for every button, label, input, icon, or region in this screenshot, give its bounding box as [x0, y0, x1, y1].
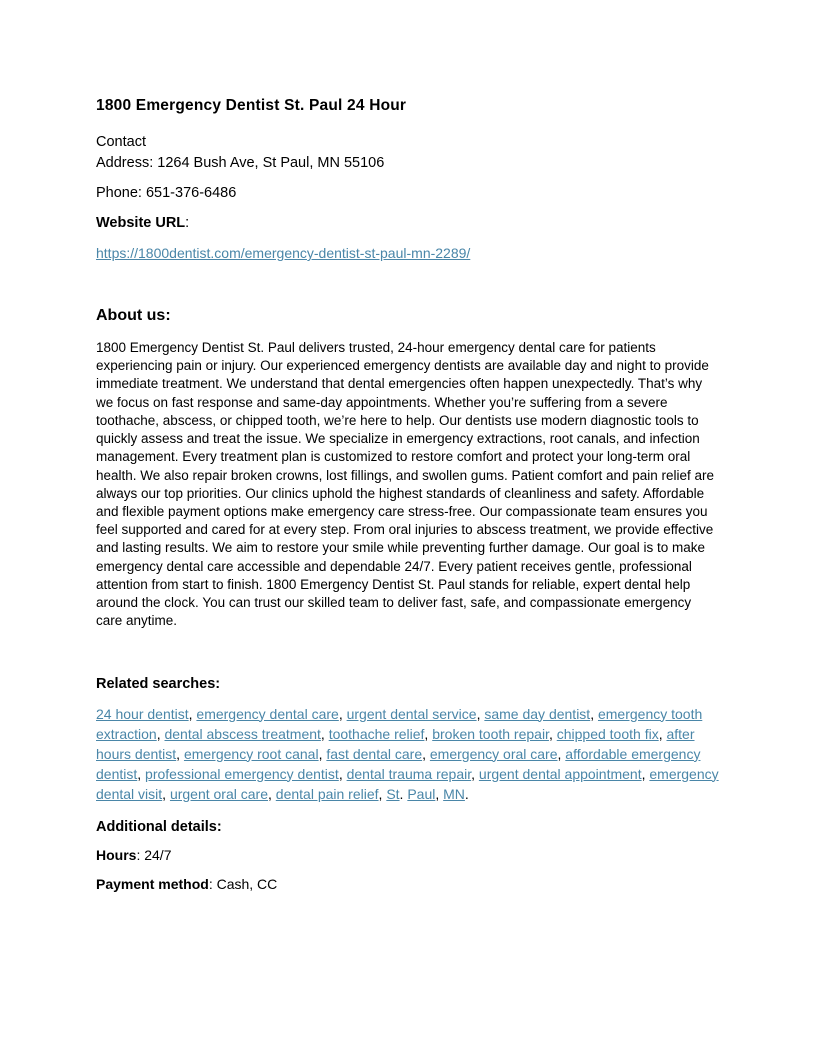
- related-search-link[interactable]: same day dentist: [484, 705, 591, 722]
- related-search-link[interactable]: dental pain relief: [275, 785, 379, 802]
- related-search-link[interactable]: fast dental care: [326, 745, 423, 762]
- related-search-link[interactable]: MN: [443, 785, 465, 802]
- link-separator: ,: [658, 725, 667, 742]
- related-searches-list: [96, 704, 720, 804]
- about-text: 1800 Emergency Dentist St. Paul delivers trusted, 24-hour emergency dental care for patients experiencing pain or injury. Our experienced emergency dentists are available day and night to provide immediate treatment. We understand that dental emergencies often happen unexpectedly. That’s why we focus on fast response and same-day appointments. Whether you’re suffering from a severe toothache, abscess, or chipped tooth, we’re here to help. Our dentists use modern diagnostic tools to quickly assess and treat the issue. We specialize in emergency extractions, root canals, and infection management. Every treatment plan is customized to restore comfort and protect your long-term oral health. We also repair broken crowns, lost fillings, and swollen gums. Patient comfort and pain relief are always our top priorities. Our clinics uphold the highest standards of cleanliness and safety. Affordable and flexible payment options make emergency care stress-free. Our compassionate team ensures you feel supported and cared for at every step. From oral injuries to abscess treatment, we provide effective and lasting results. We aim to restore your smile while preventing further damage. Our goal is to make emergency dental care accessible and dependable 24/7. Every patient receives gentle, professional attention from start to finish. 1800 Emergency Dentist St. Paul stands for reliable, expert dental help around the clock. You can trust our skilled team to deliver fast, safe, and compassionate emergency care anytime.: [96, 340, 715, 629]
- website-label-line: [96, 215, 720, 231]
- link-separator: ,: [137, 765, 146, 782]
- about-heading: About us:: [96, 307, 171, 324]
- link-separator: .: [464, 785, 469, 802]
- link-separator: ,: [378, 785, 387, 802]
- link-separator: ,: [424, 725, 433, 742]
- related-search-link[interactable]: toothache relief: [328, 725, 425, 742]
- related-search-link[interactable]: urgent oral care: [169, 785, 268, 802]
- website-url-label: Website URL: [96, 215, 186, 231]
- related-search-link[interactable]: emergency oral care: [429, 745, 558, 762]
- related-search-link[interactable]: emergency root canal: [183, 745, 319, 762]
- link-separator: ,: [548, 725, 557, 742]
- link-separator: ,: [188, 705, 197, 722]
- link-separator: ,: [338, 765, 347, 782]
- related-search-link[interactable]: urgent dental appointment: [478, 765, 642, 782]
- related-searches-heading: Related searches:: [96, 675, 221, 692]
- related-search-link[interactable]: emergency dental visit: [96, 765, 719, 802]
- link-separator: ,: [320, 725, 329, 742]
- website-url-link[interactable]: https://1800dentist.com/emergency-dentist-st-paul-mn-2289/: [96, 245, 471, 261]
- related-search-link[interactable]: urgent dental service: [346, 705, 477, 722]
- link-separator: .: [399, 785, 408, 802]
- website-url-line: [96, 245, 720, 261]
- link-separator: ,: [422, 745, 430, 762]
- link-separator: ,: [590, 705, 598, 722]
- link-separator: ,: [557, 745, 566, 762]
- hours-value: : 24/7: [136, 846, 172, 863]
- website-url-separator: :: [185, 215, 190, 231]
- hours-line: [96, 847, 720, 863]
- link-separator: ,: [471, 765, 479, 782]
- related-search-link[interactable]: dental trauma repair: [346, 765, 472, 782]
- related-search-link[interactable]: emergency dental care: [196, 705, 339, 722]
- related-search-link[interactable]: after hours dentist: [96, 725, 695, 762]
- related-search-link[interactable]: dental abscess treatment: [164, 725, 321, 742]
- payment-method-value: : Cash, CC: [208, 875, 278, 892]
- phone-line: Phone: 651-376-6486: [96, 185, 237, 201]
- related-search-link[interactable]: 24 hour dentist: [96, 705, 189, 722]
- link-separator: ,: [156, 725, 165, 742]
- related-search-link[interactable]: emergency tooth extraction: [96, 705, 703, 742]
- link-separator: ,: [476, 705, 485, 722]
- page-title: 1800 Emergency Dentist St. Paul 24 Hour: [96, 97, 407, 114]
- hours-label: Hours: [96, 846, 137, 863]
- payment-method-line: [96, 876, 720, 892]
- contact-block: [96, 132, 720, 174]
- contact-label: Contact: [96, 134, 146, 150]
- related-search-link[interactable]: St: [386, 785, 400, 802]
- related-search-link[interactable]: Paul: [407, 785, 436, 802]
- payment-method-label: Payment method: [96, 875, 209, 892]
- additional-details-heading: Additional details:: [96, 818, 222, 835]
- related-search-link[interactable]: broken tooth repair: [432, 725, 549, 742]
- address-line: Address: 1264 Bush Ave, St Paul, MN 55106: [96, 155, 385, 171]
- link-separator: ,: [435, 785, 444, 802]
- related-search-link[interactable]: affordable emergency dentist: [96, 745, 701, 782]
- related-search-link[interactable]: chipped tooth fix: [556, 725, 659, 742]
- link-separator: ,: [641, 765, 650, 782]
- related-search-link[interactable]: professional emergency dentist: [145, 765, 339, 782]
- link-separator: ,: [268, 785, 276, 802]
- link-separator: ,: [162, 785, 170, 802]
- link-separator: ,: [338, 705, 347, 722]
- link-separator: ,: [176, 745, 184, 762]
- link-separator: ,: [318, 745, 327, 762]
